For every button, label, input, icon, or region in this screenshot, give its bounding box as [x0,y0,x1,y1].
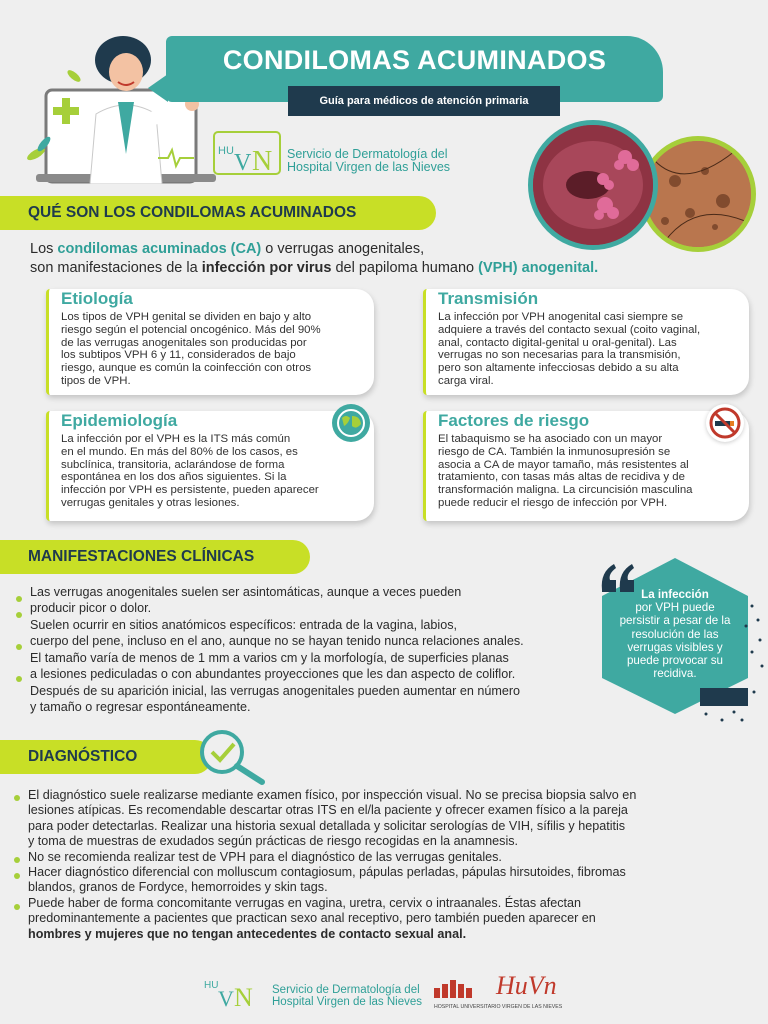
svg-text:V: V [234,150,252,176]
magnifier-check-icon [194,726,268,793]
list-item: hombres y mujeres que no tengan antecedentes de contacto sexual anal. [28,926,467,941]
list-item: El tamaño varía de menos de 1 mm a varios cm y la morfología, de superficies planas [30,651,509,665]
list-item: El diagnóstico suele realizarse mediante examen físico, por inspección visual. No se precisa biopsia salvo en [28,788,637,802]
bullet-dot [16,644,22,650]
card-epidemiologia [46,411,374,521]
list-item: Las verrugas anogenitales suelen ser asintomáticas, aunque a veces pueden [30,585,462,599]
page-title: CONDILOMAS ACUMINADOS [166,36,663,102]
list-item: Suelen ocurrir en sitios anatómicos específicos: entrada de la vagina, labios, [30,618,458,632]
section-heading-que-son: QUÉ SON LOS CONDILOMAS ACUMINADOS [0,196,436,230]
diagnostico-list [28,788,748,942]
card-title: Etiología [61,289,133,308]
card-title: Epidemiología [61,411,178,430]
bullet-dot [14,873,20,879]
footer-huvn-logo [200,968,270,1017]
svg-text:N: N [252,146,273,176]
list-item: Hacer diagnóstico diferencial con molluscum contagiosum, pápulas perladas, pápulas hirsutoides, fibromas [28,865,626,880]
page-subtitle: Guía para médicos de atención primaria [288,86,560,116]
list-item: y tamaño o regresar espontáneamente. [30,699,251,714]
bullet-dot [14,857,20,863]
bullet-dot [14,904,20,910]
list-item: blandos, granos de Fordyce, hemorroides y skin tags. [28,880,328,895]
quote-callout: La infección por VPH puede persistir a pesar de la resolución de las verrugas visibles y puede provocar su recidiva. [600,556,750,716]
card-body: El tabaquismo se ha asociado con un mayor riesgo de CA. También la inmunosupresión se asocia a CA de mayor tamaño, más resistentes al tratamiento, con tasas más altas de recidiva y de transformación maligna. La circuncisión masculina puede reducir el riesgo de infección por VPH. [438,433,693,509]
card-body: La infección por el VPH es la ITS más común en el mundo. En más del 80% de los casos, es subclínica, transitoria, aclarándose de forma espontánea en los dos años siguientes. Si la infección por VPH es persistente, pueden aparecer verrugas genitales y otras lesiones. [61,433,319,509]
list-item: predominantemente a pacientes que practican sexo anal receptivo, pero también pueden aparecer en [28,911,596,926]
svg-text:HuVn: HuVn [496,971,557,1000]
svg-text:V: V [218,986,234,1011]
card-title: Transmisión [438,289,539,308]
intro-text: Los condilomas acuminados (CA) o verrugas anogenitales, son manifestaciones de la infección por virus del papiloma humano (VPH) anogenital. [30,241,599,276]
no-smoking-icon [706,404,744,442]
svg-text:HOSPITAL UNIVERSITARIO VIRGEN: HOSPITAL UNIVERSITARIO VIRGEN DE LAS NIEVES [434,1004,563,1010]
service-name: Servicio de Dermatología del Hospital Virgen de las Nieves [287,147,451,174]
list-item: cuerpo del pene, incluso en el ano, aunque no se hayan tenido nunca relaciones anales. [30,633,524,648]
card-factores-riesgo [423,411,749,521]
list-item: No se recomienda realizar test de VPH para el diagnóstico de las verrugas genitales. [28,849,502,864]
hospital-logo [434,962,584,1012]
list-item: lesiones atípicas. Es recomendable descartar otras ITS en el/la paciente y ofrecer examen físico a la pareja [28,803,628,818]
card-title: Factores de riesgo [438,411,590,430]
list-item: Puede haber de forma concomitante verrugas en vagina, uretra, cervix o intraanales. Éstas afectan [28,895,582,910]
list-item: a lesiones pediculadas o con abundantes proyecciones que les dan aspecto de coliflor. [30,666,516,681]
card-body: Los tipos de VPH genital se dividen en bajo y alto riesgo según el potencial oncogénico. Más del 90% de las verrugas anogenitales son producidas por los subtipos VPH 6 y 11, considerados de bajo riesgo, aunque es común la coinfección con otros tipos de VPH. [61,311,321,387]
list-item: producir picor o dolor. [30,600,152,615]
quote-marks-icon [598,560,638,599]
bullet-dot [16,612,22,618]
globe-icon [332,404,370,442]
svg-text:HU: HU [204,980,219,991]
section-heading-diagnostico: DIAGNÓSTICO [0,740,212,774]
list-item: Después de su aparición inicial, las verrugas anogenitales pueden aumentar en número [30,684,521,698]
dot-pattern [686,596,766,726]
bullet-dot [14,795,20,801]
clinical-photo-1 [528,120,658,250]
footer-service-name: Servicio de Dermatología del Hospital Virgen de las Nieves [272,984,423,1008]
bullet-dot [16,596,22,602]
card-body: La infección por VPH anogenital casi siempre se adquiere a través del contacto sexual (coito vaginal, anal, contacto digital-genital u oral-genital). Las verrugas no son necesarias para la transmisión, pero son altamente infecciosas debido a su alta carga viral. [438,311,701,387]
manifestaciones-list [30,585,610,715]
section-heading-manifestaciones: MANIFESTACIONES CLÍNICAS [0,540,310,574]
card-transmision [423,289,749,395]
card-etiologia [46,289,374,395]
list-item: y toma de muestras de exudados según prácticas de riesgo recogidas en la anamnesis. [28,834,519,849]
list-item: para poder detectarlas. Realizar una historia sexual detallada y solicitar serologías de VIH, sífilis y hepatitis [28,818,626,833]
svg-text:N: N [234,983,253,1012]
huvn-logo [212,124,282,176]
clinical-photo-2 [640,136,756,252]
svg-text:HU: HU [218,145,234,157]
bullet-dot [16,676,22,682]
